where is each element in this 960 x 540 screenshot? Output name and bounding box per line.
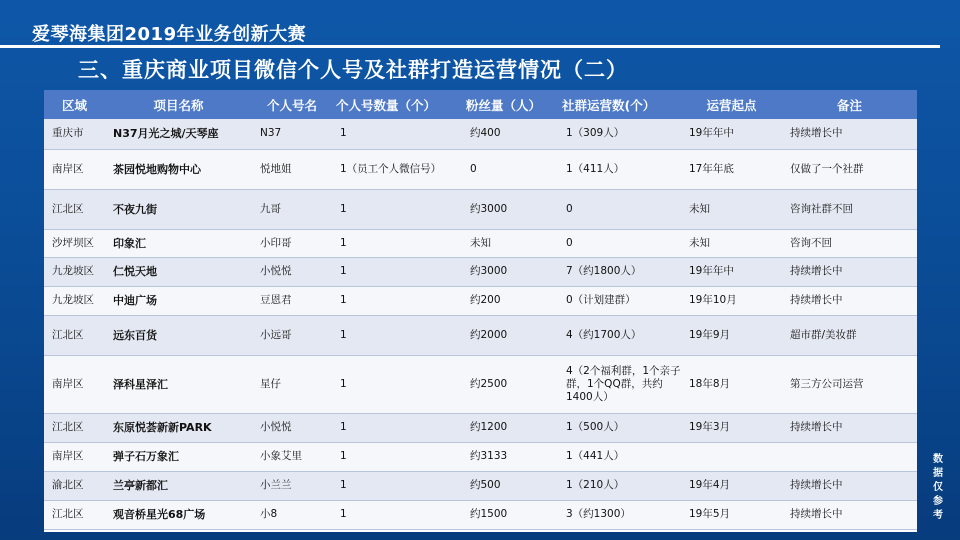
column-header: 运营起点 (706, 97, 757, 113)
table-cell: 持续增长中 (782, 471, 917, 500)
table-row (44, 149, 917, 189)
table-cell: 1（210人） (558, 471, 681, 500)
table-cell: 1 (332, 286, 462, 315)
table-cell: 1（309人） (558, 119, 681, 149)
table-cell: 19年10月 (681, 286, 782, 315)
table-cell: 约3000 (462, 257, 558, 286)
data-table-container (44, 90, 917, 532)
table-cell: 19年年中 (681, 257, 782, 286)
table-cell: 1 (332, 257, 462, 286)
table-cell: 小悦悦 (252, 413, 332, 442)
table-cell: 4（2个福利群，1个亲子群，1个QQ群，共约1400人） (558, 355, 681, 413)
table-cell: 约500 (462, 471, 558, 500)
table-cell: 中迪广场 (105, 286, 252, 315)
table-cell: 约2000 (462, 315, 558, 355)
table-cell: 南岸区 (44, 442, 105, 471)
table-cell: 约3000 (462, 189, 558, 229)
table-row (44, 413, 917, 442)
table-cell: 豆恩君 (252, 286, 332, 315)
table-cell: 约200 (462, 286, 558, 315)
table-row (44, 442, 917, 471)
table-header-row (44, 90, 917, 119)
table-cell: 江北区 (44, 189, 105, 229)
side-note-char: 仅 (933, 482, 943, 493)
table-cell: N37月光之城/天琴座 (105, 119, 252, 149)
table-cell: 九龙坡区 (44, 286, 105, 315)
side-note-char: 据 (933, 468, 943, 479)
table-cell: 未知 (681, 229, 782, 257)
table-cell: 九哥 (252, 189, 332, 229)
table-cell: 19年3月 (681, 413, 782, 442)
column-header: 个人号名 (266, 97, 317, 113)
table-row (44, 189, 917, 229)
header-divider (0, 45, 940, 48)
table-row (44, 500, 917, 529)
table-cell: 19年5月 (681, 500, 782, 529)
table-cell (681, 442, 782, 471)
table-cell: 0 (558, 189, 681, 229)
table-cell: 1（441人） (558, 442, 681, 471)
table-cell: 小悦悦 (252, 257, 332, 286)
table-cell: 持续增长中 (782, 257, 917, 286)
column-header: 粉丝量（人） (466, 97, 542, 113)
table-cell: 约1200 (462, 413, 558, 442)
table-cell: 仁悦天地 (105, 257, 252, 286)
table-row (44, 119, 917, 149)
table-cell: 4（约1700人） (558, 315, 681, 355)
table-cell: 小远哥 (252, 315, 332, 355)
table-row (44, 229, 917, 257)
table-cell (782, 442, 917, 471)
table-cell: 南岸区 (44, 355, 105, 413)
table-cell: 兰亭新都汇 (105, 471, 252, 500)
wechat-operations-table (44, 90, 917, 530)
table-cell: 1 (332, 315, 462, 355)
table-row (44, 471, 917, 500)
table-cell: 持续增长中 (782, 413, 917, 442)
table-row (44, 315, 917, 355)
table-cell: 小兰兰 (252, 471, 332, 500)
table-cell: 渝北区 (44, 471, 105, 500)
side-note-char: 参 (933, 496, 943, 507)
table-body (44, 119, 917, 529)
table-row (44, 286, 917, 315)
table-cell: 泽科星泽汇 (105, 355, 252, 413)
table-cell: 小印哥 (252, 229, 332, 257)
side-note-char: 考 (933, 510, 943, 521)
table-cell: 持续增长中 (782, 286, 917, 315)
table-cell: 沙坪坝区 (44, 229, 105, 257)
table-cell: 约1500 (462, 500, 558, 529)
column-header: 项目名称 (153, 97, 204, 113)
table-cell: 0 (558, 229, 681, 257)
table-cell: 约3133 (462, 442, 558, 471)
table-cell: 星仔 (252, 355, 332, 413)
table-cell: 19年9月 (681, 315, 782, 355)
table-cell: 江北区 (44, 413, 105, 442)
table-cell: 18年8月 (681, 355, 782, 413)
table-cell: 1 (332, 442, 462, 471)
table-cell: 悦地姐 (252, 149, 332, 189)
column-header: 备注 (836, 97, 862, 113)
table-cell: 印象汇 (105, 229, 252, 257)
table-cell: 九龙坡区 (44, 257, 105, 286)
table-cell: 1（500人） (558, 413, 681, 442)
table-cell: 观音桥星光68广场 (105, 500, 252, 529)
table-cell: 1（员工个人微信号） (332, 149, 462, 189)
table-cell: 远东百货 (105, 315, 252, 355)
table-cell: 约400 (462, 119, 558, 149)
table-cell: 1（411人） (558, 149, 681, 189)
table-cell: 小象艾里 (252, 442, 332, 471)
table-cell: 1 (332, 471, 462, 500)
side-note (930, 453, 946, 523)
column-header: 个人号数量（个） (336, 97, 437, 113)
table-cell: 1 (332, 500, 462, 529)
table-cell: 小8 (252, 500, 332, 529)
table-cell: 不夜九街 (105, 189, 252, 229)
table-cell: 江北区 (44, 500, 105, 529)
table-cell: 仅做了一个社群 (782, 149, 917, 189)
table-cell: 东原悦荟新新PARK (105, 413, 252, 442)
table-cell: 1 (332, 229, 462, 257)
table-cell: 3（约1300） (558, 500, 681, 529)
table-cell: 19年年中 (681, 119, 782, 149)
table-cell: 7（约1800人） (558, 257, 681, 286)
table-cell: 弹子石万象汇 (105, 442, 252, 471)
table-cell: 约2500 (462, 355, 558, 413)
table-cell: 未知 (681, 189, 782, 229)
table-cell: 1 (332, 413, 462, 442)
table-cell: 0（计划建群） (558, 286, 681, 315)
table-cell: 未知 (462, 229, 558, 257)
table-cell: 第三方公司运营 (782, 355, 917, 413)
table-cell: 茶园悦地购物中心 (105, 149, 252, 189)
table-cell: 1 (332, 355, 462, 413)
table-cell: 重庆市 (44, 119, 105, 149)
table-cell: 持续增长中 (782, 500, 917, 529)
table-cell: 咨询不回 (782, 229, 917, 257)
table-cell: 19年4月 (681, 471, 782, 500)
table-cell: 1 (332, 189, 462, 229)
column-header: 区域 (61, 97, 87, 113)
side-note-char: 数 (933, 454, 943, 465)
table-cell: 17年年底 (681, 149, 782, 189)
column-header: 社群运营数(个） (562, 97, 656, 113)
table-cell: 南岸区 (44, 149, 105, 189)
table-cell: 咨询社群不回 (782, 189, 917, 229)
table-cell: 持续增长中 (782, 119, 917, 149)
table-cell: 0 (462, 149, 558, 189)
table-cell: 超市群/美妆群 (782, 315, 917, 355)
table-row (44, 257, 917, 286)
table-cell: 1 (332, 119, 462, 149)
header-title: 爱琴海集团2019年业务创新大赛 (32, 24, 307, 45)
table-cell: 江北区 (44, 315, 105, 355)
table-row (44, 355, 917, 413)
table-cell: N37 (252, 119, 332, 149)
page-title: 三、重庆商业项目微信个人号及社群打造运营情况（二） (78, 58, 628, 82)
